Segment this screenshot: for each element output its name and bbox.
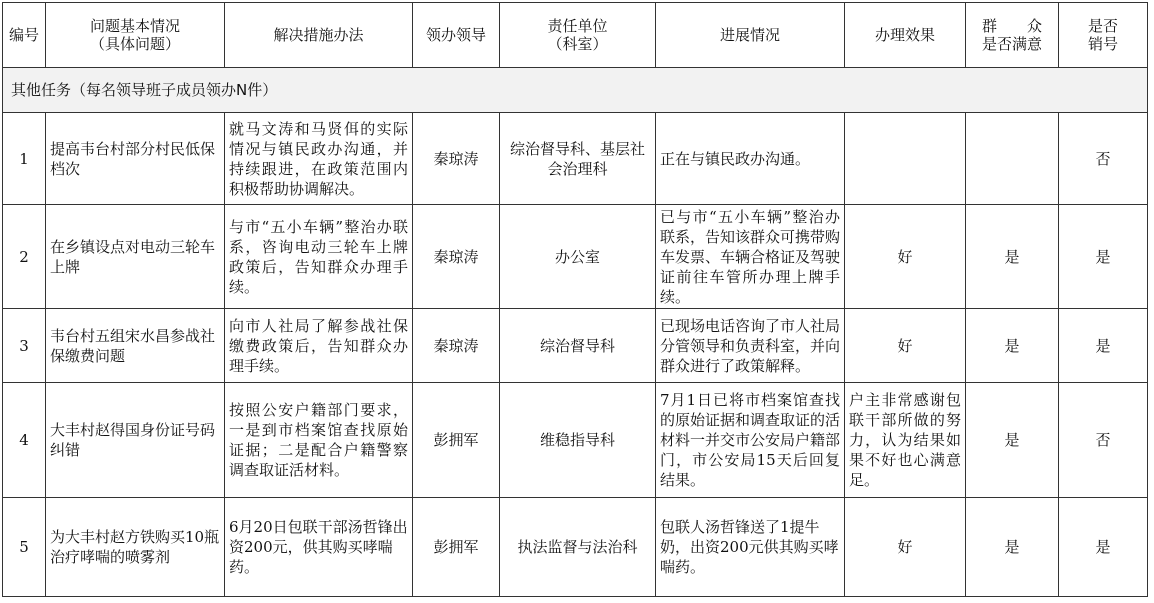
row-effect: 好 (845, 498, 966, 597)
row-solution: 按照公安户籍部门要求，一是到市档案馆查找原始证据；二是配合户籍警察调查取证活材料。 (229, 401, 408, 479)
header-satisfied-line1: 群 众 (981, 17, 1042, 35)
row-leader: 秦琼涛 (413, 113, 500, 205)
row-progress: 包联人汤哲锋送了1提牛奶，出资200元供其购买哮喘药。 (656, 498, 845, 597)
table-row (3, 113, 1148, 205)
header-solution: 解决措施办法 (225, 3, 413, 68)
row-progress-cell (656, 205, 845, 309)
row-closed: 是 (1059, 498, 1148, 597)
table-row (3, 205, 1148, 309)
row-progress: 7月1日已将市档案馆查找的原始证据和调查取证的活材料一并交市公安局户籍部门，市公安局15天后回复结果。 (660, 391, 840, 489)
header-unit-line2: （科室） (547, 35, 608, 53)
row-satisfied: 是 (966, 498, 1059, 597)
row-problem: 提高韦台村部分村民低保档次 (46, 113, 225, 205)
row-leader: 彭拥军 (413, 383, 500, 498)
row-problem: 大丰村赵得国身份证号码纠错 (46, 383, 225, 498)
row-closed: 是 (1059, 309, 1148, 383)
row-number: 2 (3, 205, 46, 309)
row-unit: 综治督导科、基层社会治理科 (500, 113, 656, 205)
section-row (3, 68, 1148, 113)
table-row (3, 309, 1148, 383)
header-effect: 办理效果 (845, 3, 966, 68)
row-number: 3 (3, 309, 46, 383)
row-satisfied: 是 (966, 309, 1059, 383)
header-closed-line2: 销号 (1087, 35, 1118, 53)
row-satisfied: 是 (966, 205, 1059, 309)
table-row (3, 498, 1148, 597)
row-effect: 好 (845, 309, 966, 383)
row-unit: 维稳指导科 (500, 383, 656, 498)
task-table (2, 2, 1148, 597)
header-number: 编号 (3, 3, 46, 68)
header-row (3, 3, 1148, 68)
table-row (3, 383, 1148, 498)
row-leader: 彭拥军 (413, 498, 500, 597)
row-problem: 韦台村五组宋水昌参战社保缴费问题 (46, 309, 225, 383)
row-closed: 否 (1059, 383, 1148, 498)
row-solution-cell (225, 383, 413, 498)
row-number: 5 (3, 498, 46, 597)
row-progress: 已现场电话咨询了市人社局分管领导和负责科室，并向群众进行了政策解释。 (660, 316, 840, 375)
row-problem: 为大丰村赵方铁购买10瓶治疗哮喘的喷雾剂 (46, 498, 225, 597)
header-problem-line2: （具体问题） (89, 35, 180, 53)
header-problem (46, 3, 225, 68)
row-leader: 秦琼涛 (413, 309, 500, 383)
header-unit (500, 3, 656, 68)
header-satisfied (966, 3, 1059, 68)
row-effect: 户主非常感谢包联干部所做的努力，认为结果如果不好也心满意足。 (849, 391, 961, 489)
row-satisfied (966, 113, 1059, 205)
header-leader: 领办领导 (413, 3, 500, 68)
row-solution-cell (225, 309, 413, 383)
row-leader: 秦琼涛 (413, 205, 500, 309)
row-effect (845, 113, 966, 205)
row-unit: 综治督导科 (500, 309, 656, 383)
row-effect-cell (845, 383, 966, 498)
row-solution: 6月20日包联干部汤哲锋出资200元，供其购买哮喘药。 (225, 498, 413, 597)
row-solution: 与市“五小车辆”整治办联系，咨询电动三轮车上牌政策后，告知群众办理手续。 (229, 217, 408, 296)
row-solution-cell (225, 205, 413, 309)
header-closed (1059, 3, 1148, 68)
row-solution: 就马文涛和马贤佴的实际情况与镇民政办沟通，并持续跟进，在政策范围内积极帮助协调解决。 (229, 119, 408, 198)
row-number: 4 (3, 383, 46, 498)
header-progress: 进展情况 (656, 3, 845, 68)
header-closed-line1: 是否 (1087, 17, 1118, 35)
header-problem-line1: 问题基本情况 (89, 17, 180, 35)
row-solution: 向市人社局了解参战社保缴费政策后，告知群众办理手续。 (229, 316, 408, 375)
row-solution-cell (225, 113, 413, 205)
section-title: 其他任务（每名领导班子成员领办N件） (3, 68, 1148, 113)
row-progress: 已与市“五小车辆”整治办联系，告知该群众可携带购车发票、车辆合格证及驾驶证前往车管所办理上牌手续。 (660, 207, 840, 306)
row-progress-cell (656, 309, 845, 383)
row-closed: 否 (1059, 113, 1148, 205)
row-unit: 执法监督与法治科 (500, 498, 656, 597)
row-closed: 是 (1059, 205, 1148, 309)
row-progress: 正在与镇民政办沟通。 (656, 113, 845, 205)
row-progress-cell (656, 383, 845, 498)
header-satisfied-line2: 是否满意 (981, 35, 1042, 53)
header-unit-line1: 责任单位 (547, 17, 608, 35)
row-unit: 办公室 (500, 205, 656, 309)
row-satisfied: 是 (966, 383, 1059, 498)
row-effect: 好 (845, 205, 966, 309)
row-number: 1 (3, 113, 46, 205)
row-problem: 在乡镇设点对电动三轮车上牌 (46, 205, 225, 309)
